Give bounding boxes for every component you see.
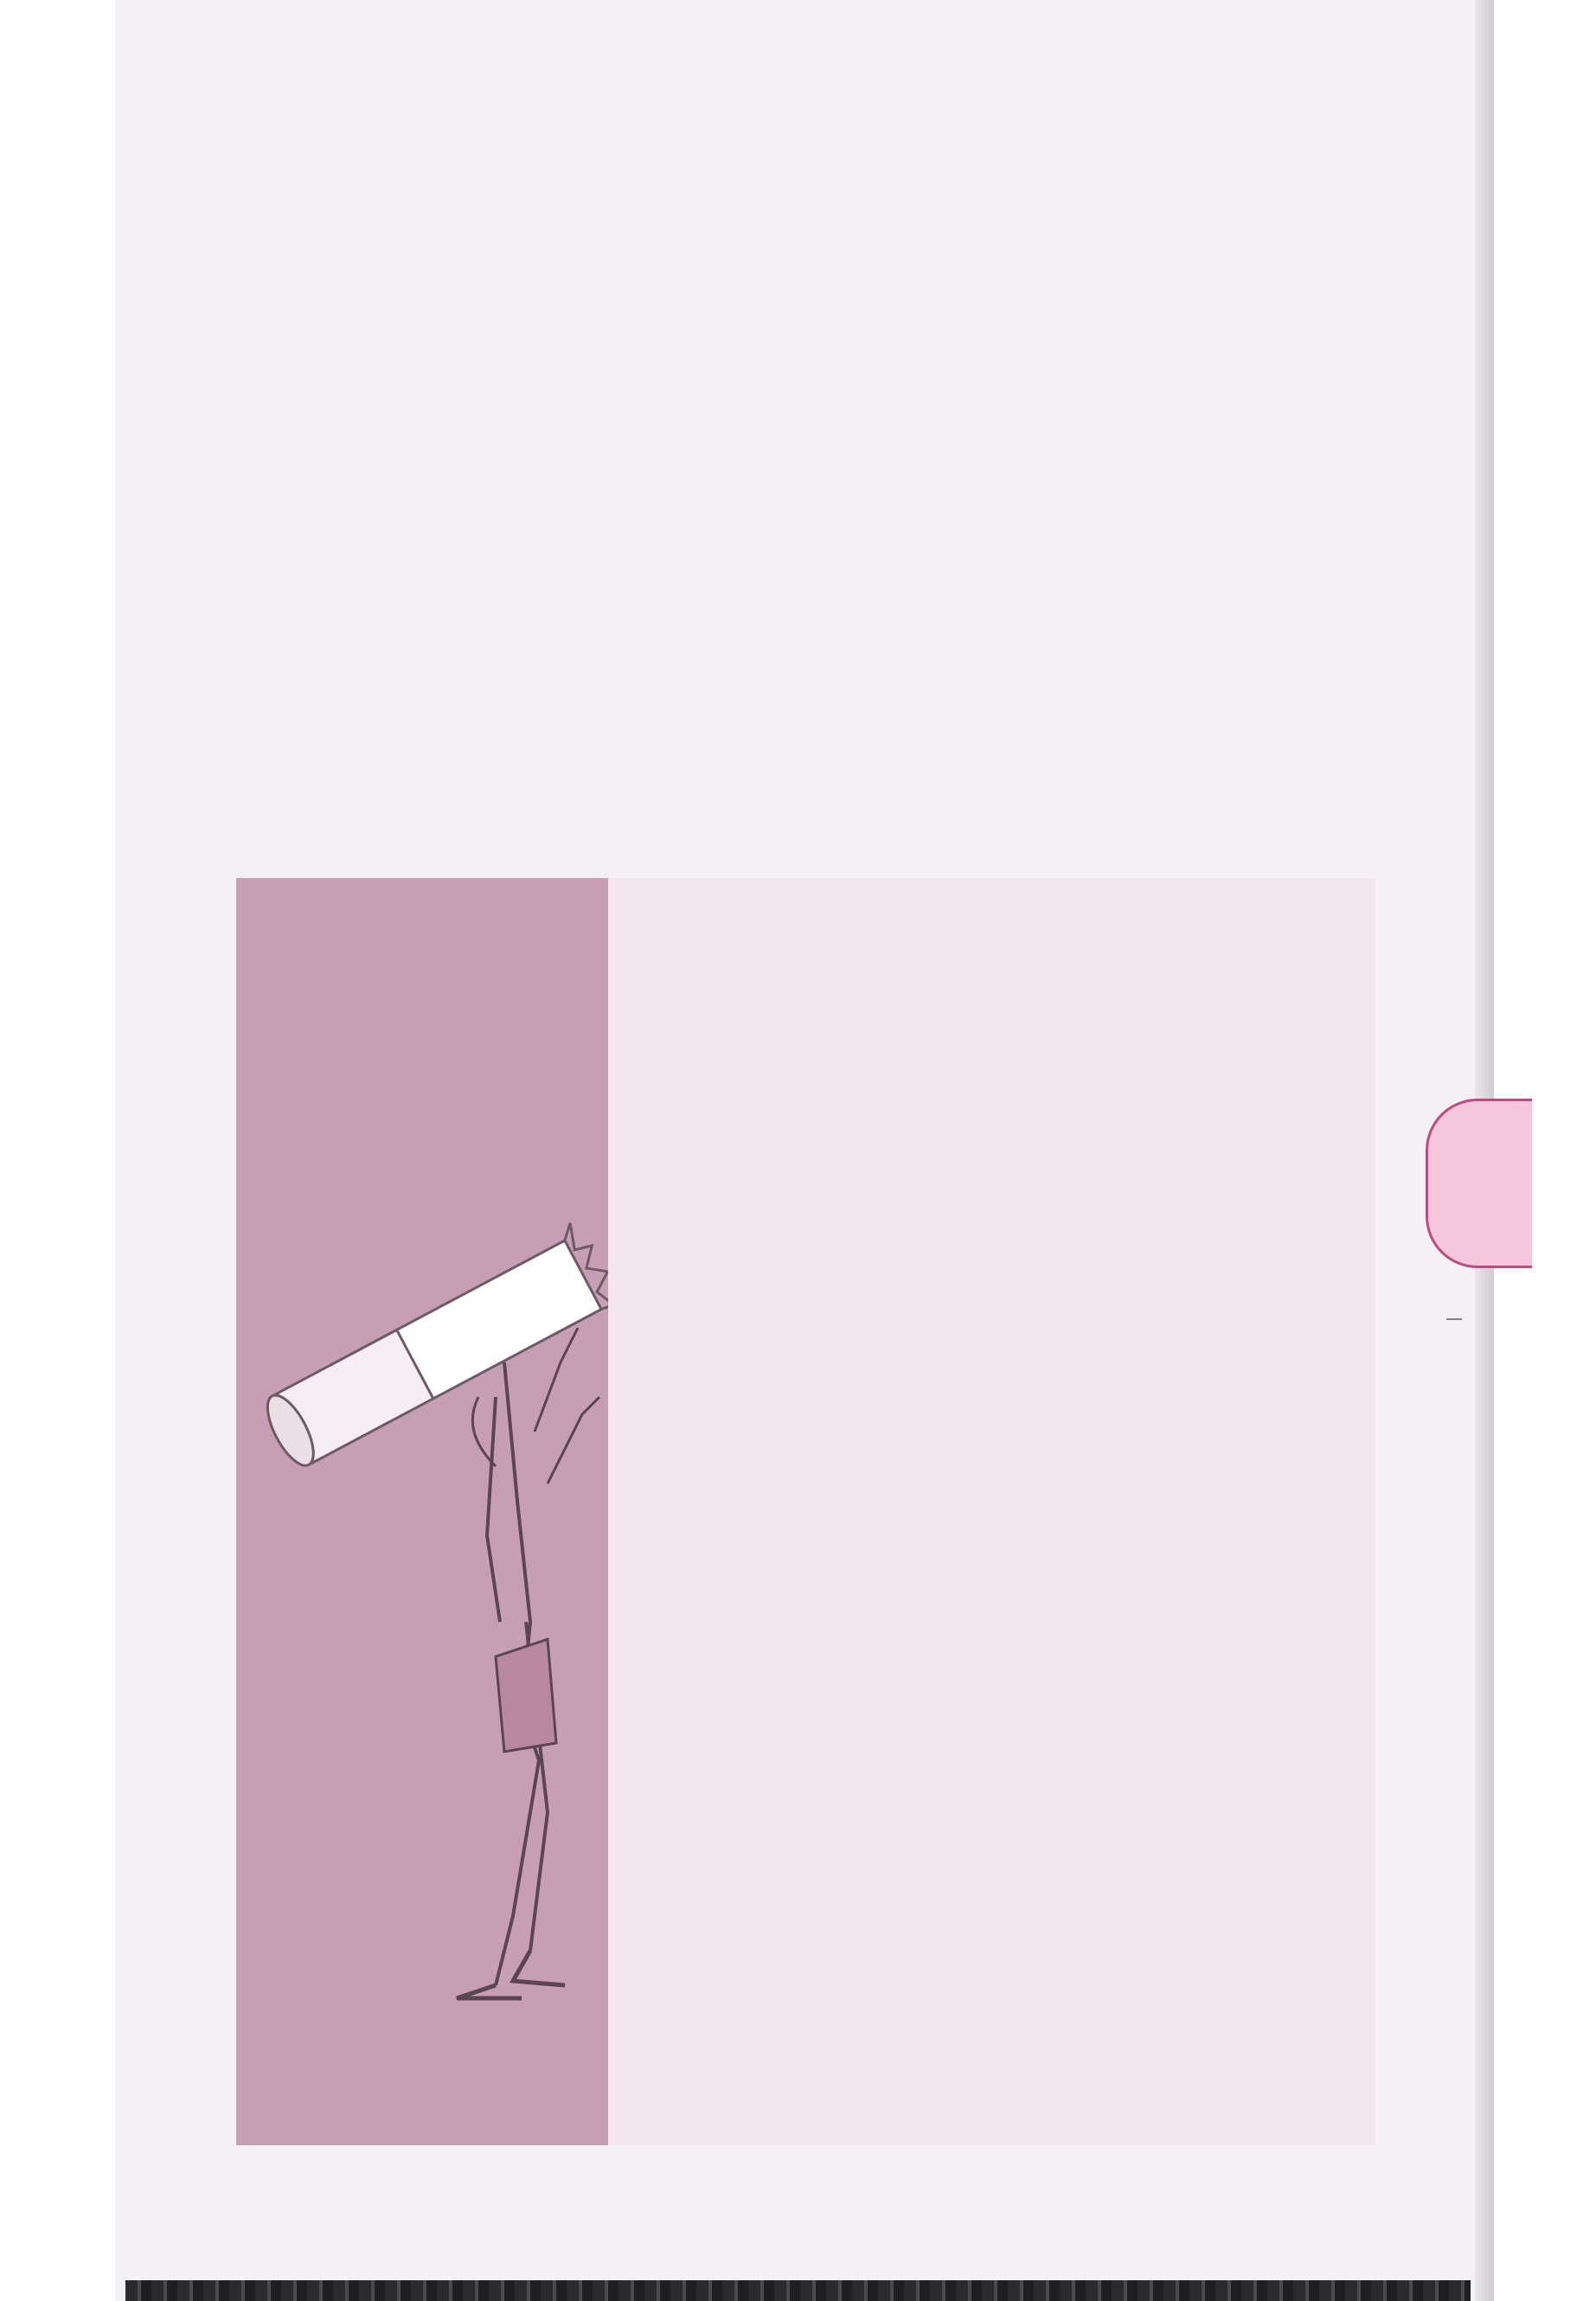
cigarette-man-illustration: [236, 878, 608, 2145]
chapter-tab: [1426, 1099, 1532, 1268]
history-text: [631, 899, 1358, 936]
cigarette-man-icon: [236, 878, 608, 2145]
margin-tick: [1446, 1318, 1462, 1320]
scan-edge-strip: [125, 2280, 1471, 2301]
history-box: [236, 878, 1375, 2145]
